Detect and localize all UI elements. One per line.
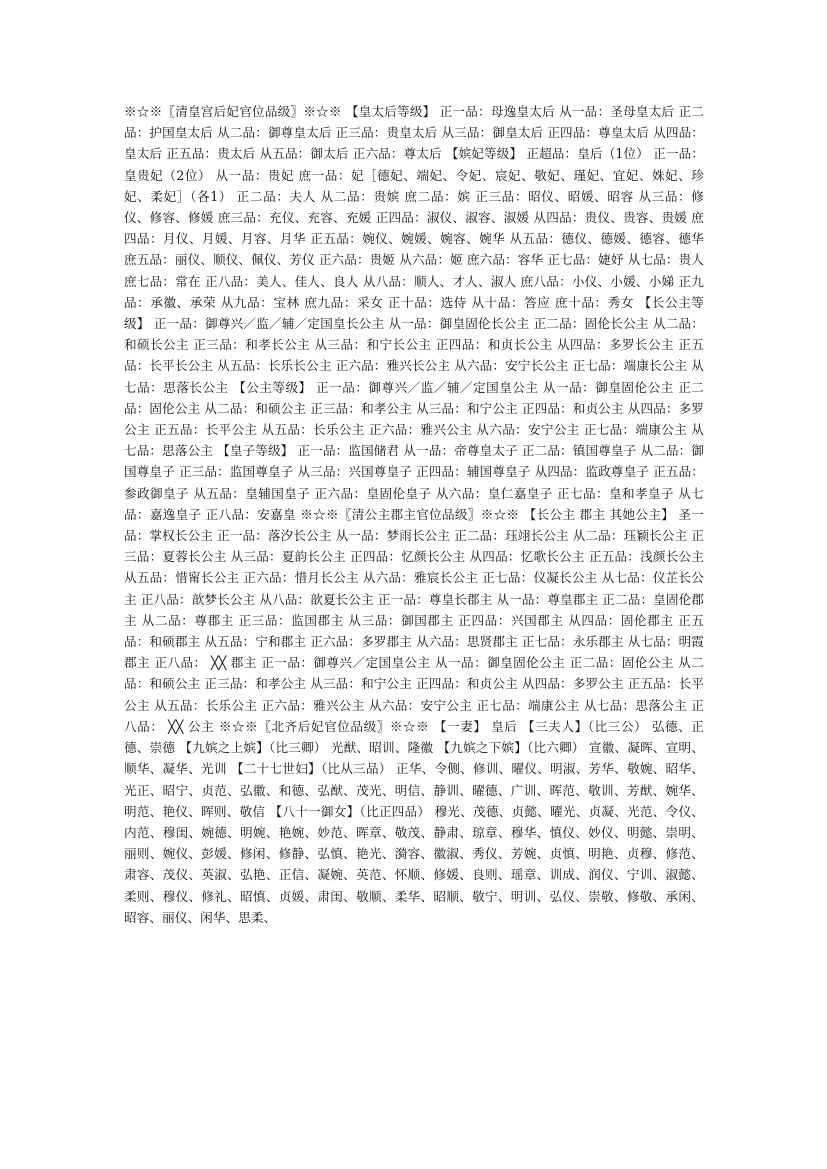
body-text: ※☆※〖清皇宫后妃官位品级〗※☆※ 【皇太后等级】 正一品：母逸皇太后 从一品：圣母皇太后 正二品：护国皇太后 从二品：御尊皇太后 正三品：贵皇太后 从三品：御皇太后 正四品：尊皇太后 从四品：皇太后 正五品：贵太后 从五品：御太后 正六品：尊太后 【嫔妃等级】 正超品：皇后（1位） 正一品：皇贵妃（2位） 从一品：贵妃 庶一品：妃［德妃、端妃、令妃、宸妃、敬妃、瑾妃、宜妃、姝妃、珍妃、柔妃］（各1） 正二品：夫人 从二品：贵嫔 庶二品：嫔 正三品：昭仪、昭媛、昭容 从三品：修仪、修容、修媛 庶三品：充仪、充容、充媛 正四品：淑仪、淑容、淑媛 从四品：贵仪、贵容、贵媛 庶四品：月仪、月媛、月容、月华 正五品：婉仪、婉媛、婉容、婉华 从五品：德仪、德媛、德容、德华 庶五品：丽仪、顺仪、佩仪、芳仪 正六品：贵姬 从六品：姬 庶六品：容华 正七品：婕妤 从七品：贵人 庶七品：常在 正八品：美人、佳人、良人 从八品：顺人、才人、淑人 庶八品：小仪、小媛、小娣 正九品：承徽、承荣 从九品：宝林 庶九品：采女 正十品：选侍 从十品：答应 庶十品：秀女 【长公主等级】 正一品：御尊兴／监／辅／定国皇长公主 从一品：御皇固伦长公主 正二品：固伦长公主 从二品：和硕长公主 正三品：和孝长公主 从三品：和宁长公主 正四品：和贞长公主 从四品：多罗长公主 正五品：长平长公主 从五品：长乐长公主 正六品：雅兴长公主 从六品：安宁长公主 正七品：端康长公主 从七品：思落长公主 【公主等级】 正一品：御尊兴／监／辅／定国皇公主 从一品：御皇固伦公主 正二品：固伦公主 从二品：和硕公主 正三品：和孝公主 从三品：和宁公主 正四品：和贞公主 从四品：多罗公主 正五品：长平公主 从五品：长乐公主 正六品：雅兴公主 从六品：安宁公主 正七品：端康公主 从七品：思落公主 【皇子等级】 正一品：监国储君 从一品：帝尊皇太子 正二品：镇国尊皇子 从二品：御国尊皇子 正三品：监国尊皇子 从三品：兴国尊皇子 正四品：辅国尊皇子 从四品：监政尊皇子 正五品：参政御皇子 从五品：皇辅国皇子 正六品：皇固伦皇子 从六品：皇仁嘉皇子 正七品：皇和孝皇子 从七品：嘉逸皇子 正八品：安嘉皇 ※☆※〖清公主郡主官位品级〗※☆※ 【长公主 郡主 其她公主】 圣一品：掌权长公主 正一品：落汐长公主 从一品：梦雨长公主 正二品：珏翊长公主 从二品：珏颖长公主 正三品：夏蓉长公主 从三品：夏韵长公主 正四品：忆颜长公主 从四品：忆歌长公主 正五品：浅颜长公主 从五品：惜甯长公主 正六品：惜月长公主 从六品：雅宸长公主 正七品：仪凝长公主 从七品：仪芷长公主 正八品：歆梦长公主 从八品：歆夏长公主 正一品：尊皇长郡主 从一品：尊皇郡主 正二品：皇固伦郡主 从二品：尊郡主 正三品：监国郡主 从三品：御国郡主 正四品：兴国郡主 从四品：固伦郡主 正五品：和硕郡主 从五品：宁和郡主 正六品：多罗郡主 从六品：思贤郡主 正七品：永乐郡主 从七品：明霞郡主 正八品： ╳╳ 郡主 正一品：御尊兴／定国皇公主 从一品：御皇固伦公主 正二品：固伦公主 从二品：和硕公主 正三品：和孝公主 从三品：和宁公主 正四品：和贞公主 从四品：多罗公主 正五品：长平公主 从五品：长乐公主 正六品：雅兴公主 从六品：安宁公主 正七品：端康公主 从七品：思落公主 正八品： ╳╳ 公主 ※☆※〖北齐后妃官位品级〗※☆※ 【一妻】 皇后 【三夫人】（比三公） 弘德、正德、崇德 【九嫔之上嫔】（比三卿） 光猷、昭训、隆徽 【九嫔之下嫔】（比六卿） 宣徽、凝晖、宣明、顺华、凝华、光训 【二十七世妇】（比从三品） 正华、令侧、修训、曜仪、明淑、芳华、敬婉、昭华、光正、昭宁、贞范、弘徽、和德、弘猷、茂光、明信、静训、曜德、广训、晖范、敬训、芳猷、婉华、明范、艳仪、晖则、敬信 【八十一御女】（比正四品） 穆光、茂德、贞懿、曜光、贞凝、光范、令仪、内范、穆闺、婉德、明婉、艳婉、妙范、晖章、敬茂、静肃、琼章、穆华、慎仪、妙仪、明懿、崇明、丽则、婉仪、彭媛、修闲、修静、弘慎、艳光、漪容、徽淑、秀仪、芳婉、贞慎、明艳、贞穆、修范、肃容、茂仪、英淑、弘艳、正信、凝婉、英范、怀顺、修媛、良则、瑶章、训成、润仪、宁训、淑懿、柔则、穆仪、修礼、昭慎、贞媛、肃闺、敬顺、柔华、昭顺、敬宁、明训、弘仪、崇敬、修敬、承闲、昭容、丽仪、闲华、思柔、 (124, 104, 704, 925)
